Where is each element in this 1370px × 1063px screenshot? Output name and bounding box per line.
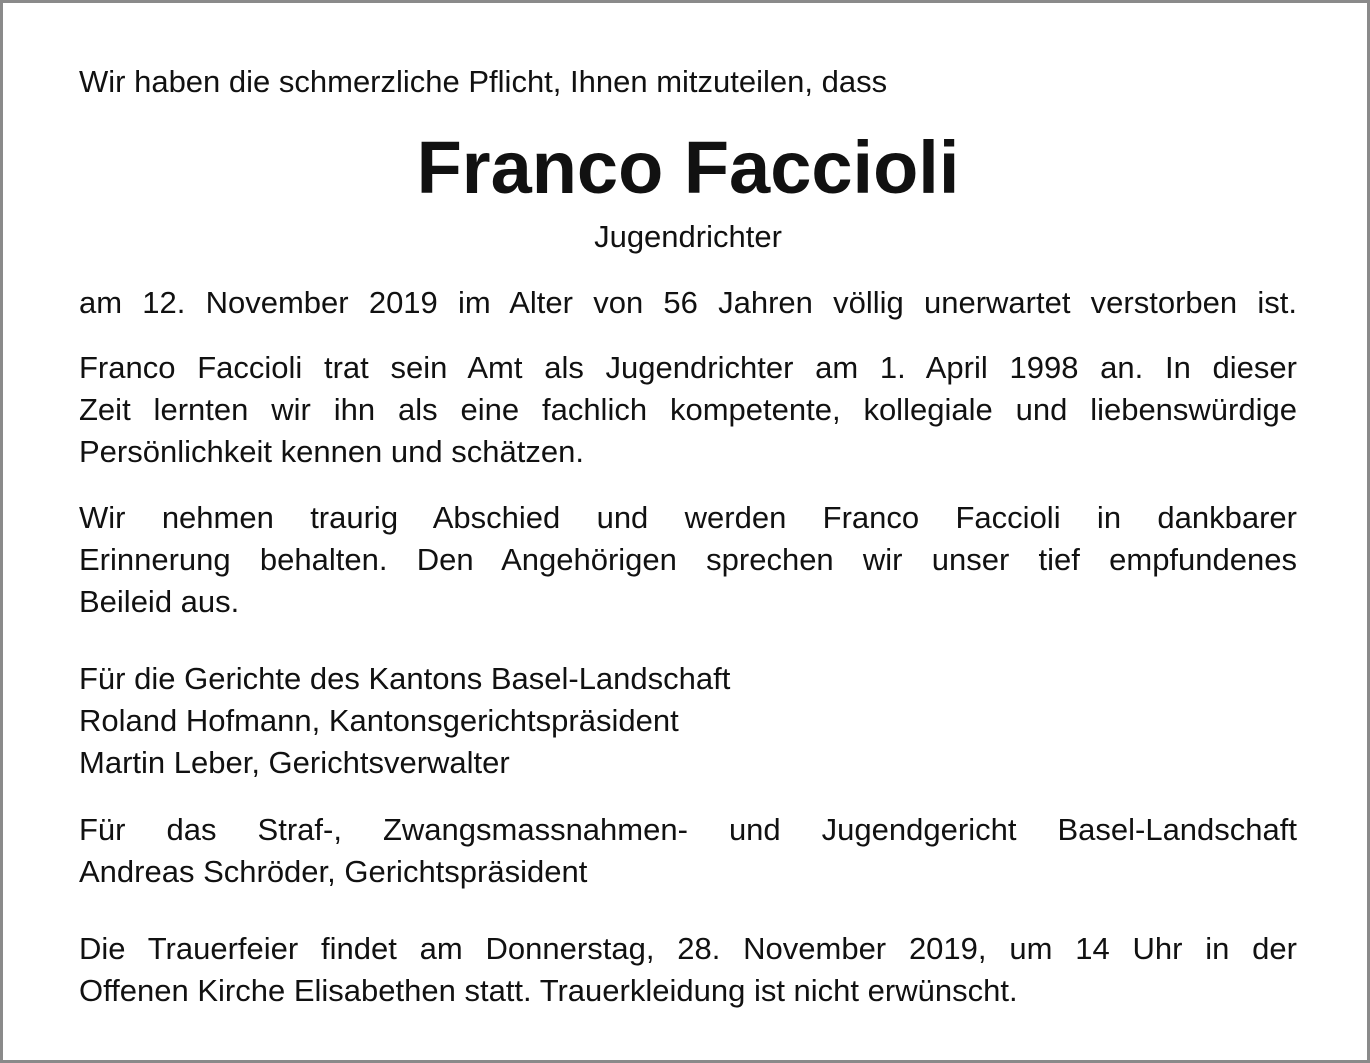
signature-line: Roland Hofmann, Kantonsgerichtspräsident: [79, 703, 679, 738]
career-line: Persönlichkeit kennen und schätzen.: [79, 434, 584, 469]
service-line: Offenen Kirche Elisabethen statt. Trauerkleidung ist nicht erwünscht.: [79, 973, 1018, 1008]
career-line: Franco Faccioli trat sein Amt als Jugendrichter am 1. April 1998 an. In dieser: [79, 350, 1297, 385]
signature-courts: [79, 658, 1297, 784]
deceased-name: Franco Faccioli: [416, 126, 960, 209]
signature-line: Martin Leber, Gerichtsverwalter: [79, 745, 510, 780]
deceased-role: Jugendrichter: [594, 219, 782, 254]
farewell-line: Wir nehmen traurig Abschied und werden Franco Faccioli in dankbarer: [79, 500, 1297, 535]
intro-text: [79, 61, 1297, 103]
service-line: Die Trauerfeier findet am Donnerstag, 28. November 2019, um 14 Uhr in der: [79, 931, 1297, 966]
signature-line: Für das Straf-, Zwangsmassnahmen- und Jugendgericht Basel-Landschaft: [79, 812, 1297, 847]
career-line: Zeit lernten wir ihn als eine fachlich kompetente, kollegiale und liebenswürdige: [79, 392, 1297, 427]
funeral-service-info: [79, 928, 1297, 1012]
farewell-line: Beileid aus.: [79, 584, 240, 619]
signature-line: Für die Gerichte des Kantons Basel-Landschaft: [79, 661, 731, 696]
death-line: am 12. November 2019 im Alter von 56 Jahren völlig unerwartet verstorben ist.: [79, 285, 1297, 320]
career-paragraph: [79, 347, 1297, 473]
signature-line: Andreas Schröder, Gerichtspräsident: [79, 854, 588, 889]
intro-line: Wir haben die schmerzliche Pflicht, Ihnen mitzuteilen, dass: [79, 64, 888, 99]
farewell-paragraph: [79, 497, 1297, 623]
death-announcement: [79, 282, 1297, 324]
signature-juvenile-court: [79, 809, 1297, 893]
farewell-line: Erinnerung behalten. Den Angehörigen sprechen wir unser tief empfundenes: [79, 542, 1297, 577]
